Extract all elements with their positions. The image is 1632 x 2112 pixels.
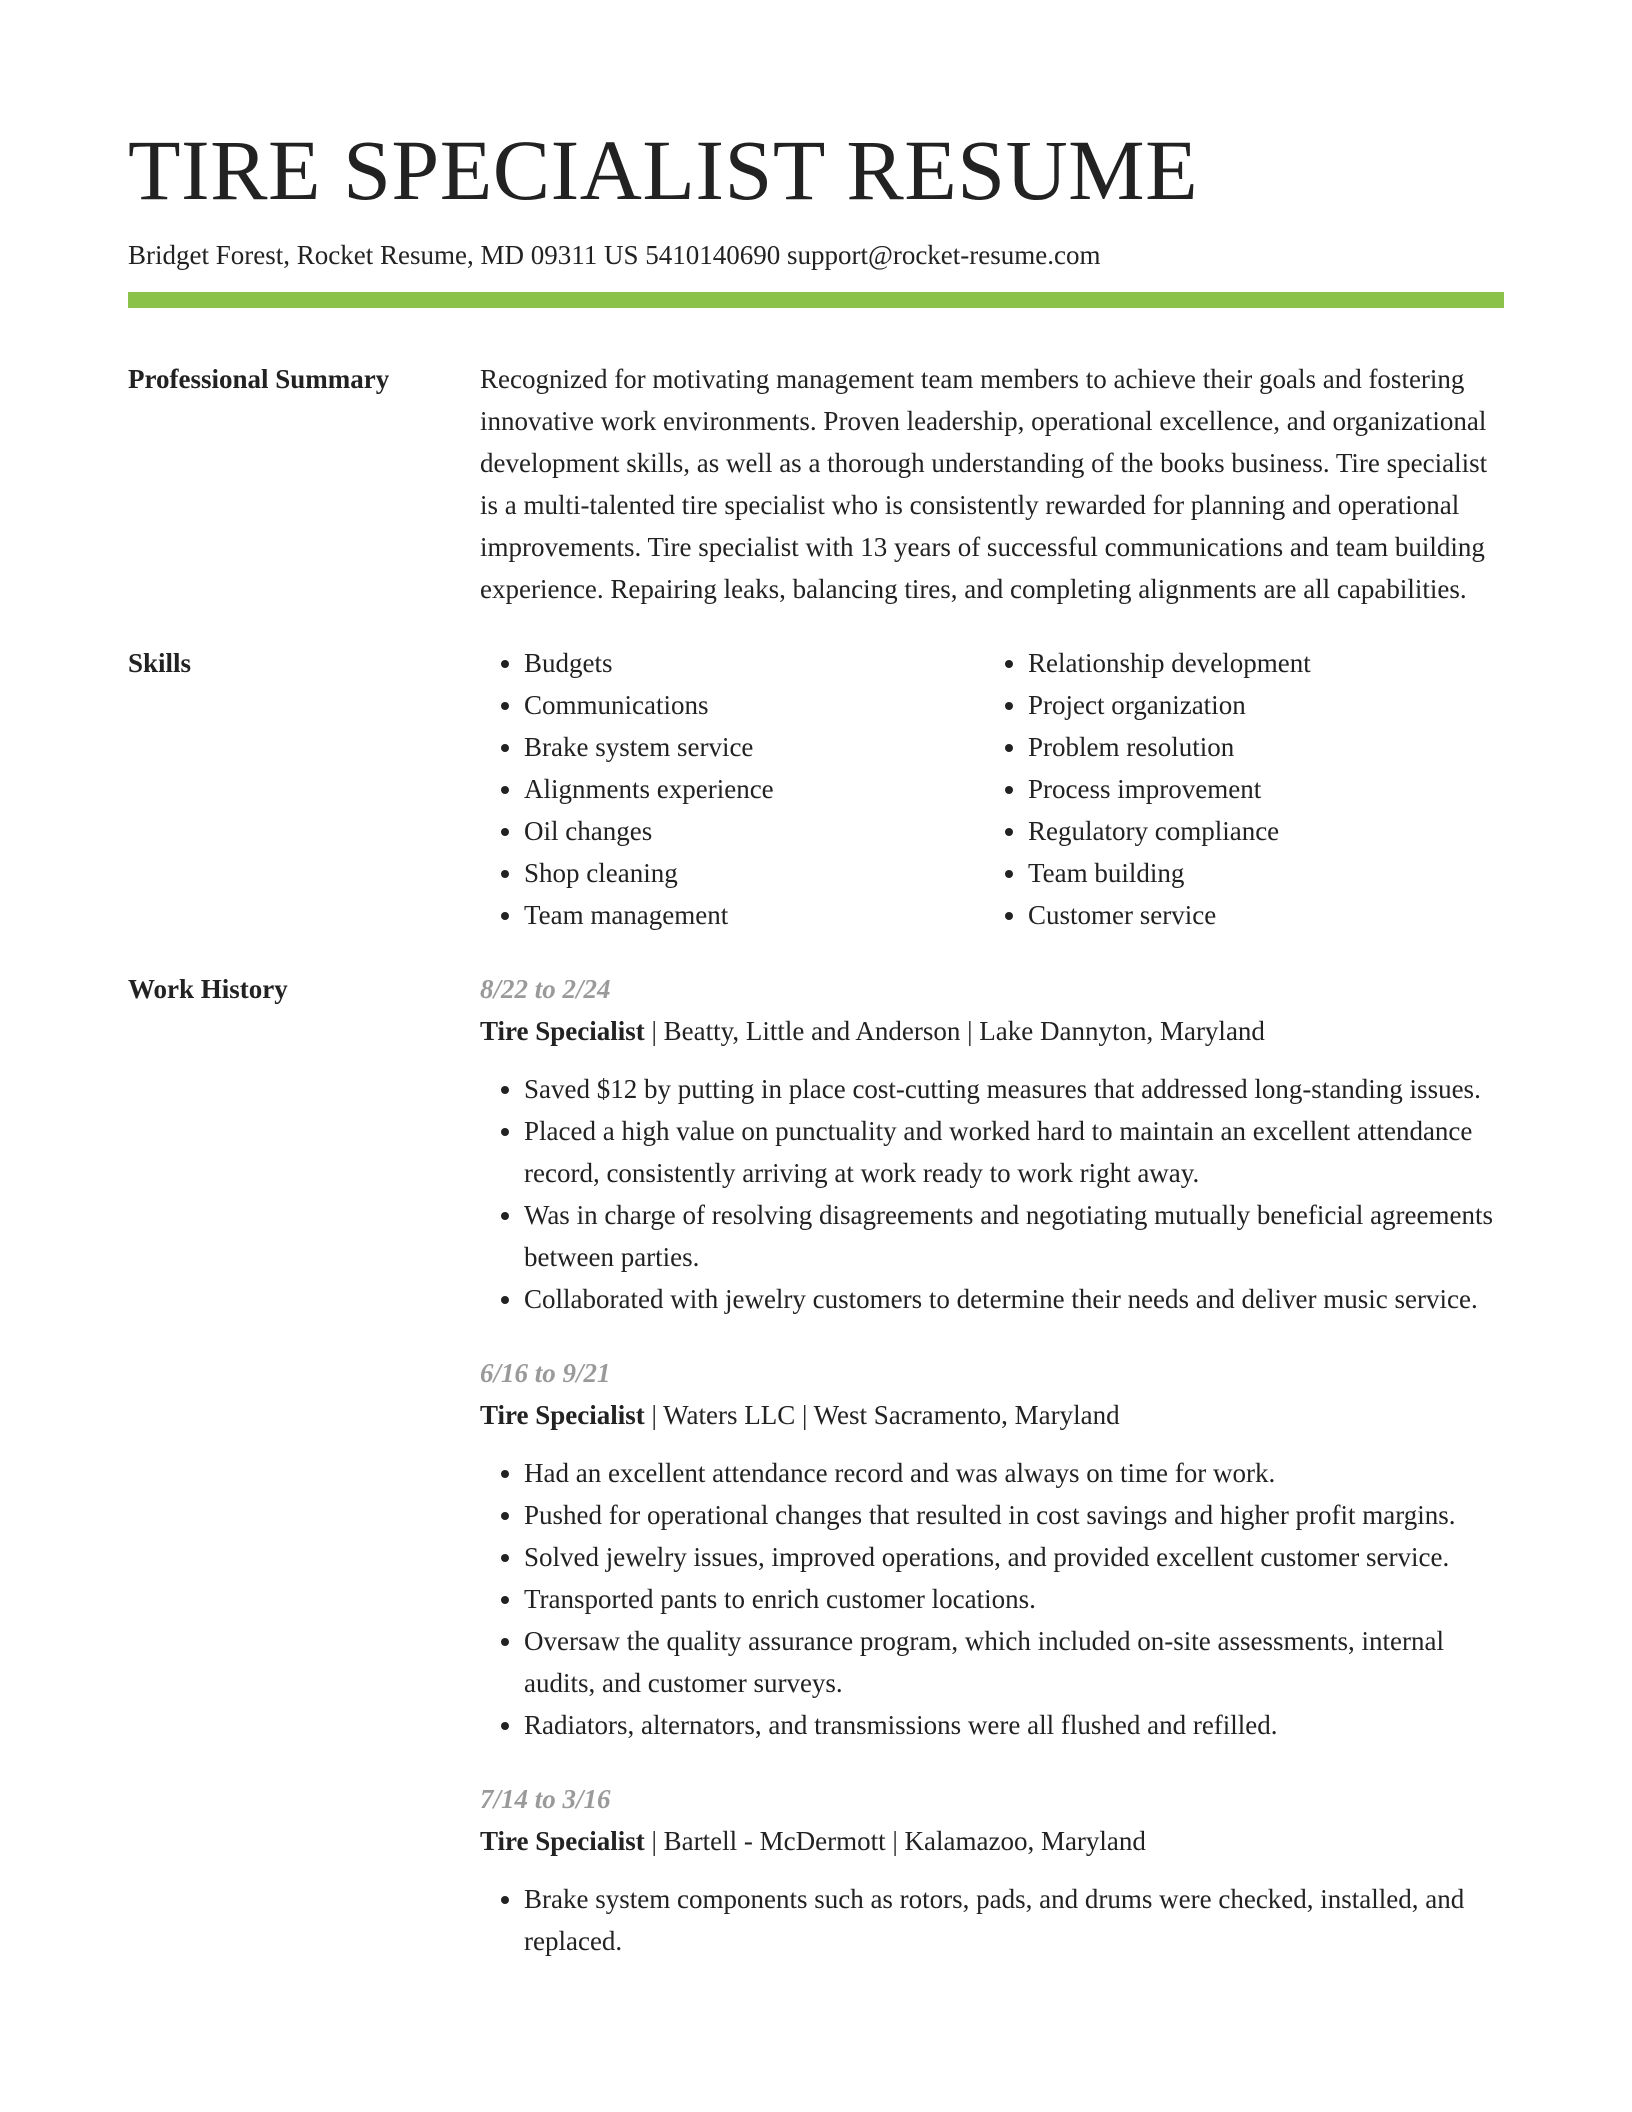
work-history-section: [128, 968, 1504, 1994]
skill-item: • Budgets: [524, 642, 984, 684]
skill-item: • Team building: [1028, 852, 1488, 894]
summary-heading: Professional Summary: [128, 364, 390, 394]
skill-item: • Team management: [524, 894, 984, 936]
job-title: Tire Specialist: [480, 1016, 645, 1046]
job-bullet: • Oversaw the quality assurance program, which included on-site assessments, internal audits, and customer surveys.: [524, 1620, 1504, 1704]
job-dates: 8/22 to 2/24: [480, 974, 611, 1004]
skill-item: • Alignments experience: [524, 768, 984, 810]
skill-item: • Shop cleaning: [524, 852, 984, 894]
job-bullet: • Was in charge of resolving disagreements and negotiating mutually beneficial agreements between parties.: [524, 1194, 1504, 1278]
job-bullet: • Collaborated with jewelry customers to determine their needs and deliver music service.: [524, 1278, 1504, 1320]
accent-divider: [128, 292, 1504, 308]
job-bullet: • Saved $12 by putting in place cost-cutting measures that addressed long-standing issues.: [524, 1068, 1504, 1110]
resume-title: TIRE SPECIALIST RESUME: [128, 122, 1199, 218]
job-employer-location: | Bartell - McDermott | Kalamazoo, Maryland: [644, 1826, 1146, 1856]
skill-item: • Relationship development: [1028, 642, 1488, 684]
job-dates: 7/14 to 3/16: [480, 1784, 611, 1814]
job-title: Tire Specialist: [480, 1826, 645, 1856]
skill-item: • Problem resolution: [1028, 726, 1488, 768]
job-entry: [480, 968, 1504, 1320]
summary-text: Recognized for motivating management team members to achieve their goals and fostering innovative work environments. Proven leadership, operational excellence, and organizational development skills, as well as a thorough understanding of the books business. Tire specialist is a multi-talented tire specialist who is consistently rewarded for planning and operational improvements. Tire specialist with 13 years of successful communications and team building experience. Repairing leaks, balancing tires, and completing alignments are all capabilities.: [480, 364, 1488, 604]
job-title: Tire Specialist: [480, 1400, 645, 1430]
job-entry: [480, 1778, 1504, 1962]
job-employer-location: | Waters LLC | West Sacramento, Maryland: [644, 1400, 1120, 1430]
jobs-list: [480, 968, 1504, 1994]
skills-section: [128, 642, 1504, 936]
skill-item: • Regulatory compliance: [1028, 810, 1488, 852]
job-bullets: [480, 1068, 1504, 1320]
skills-list-right: [984, 642, 1488, 936]
job-entry: [480, 1352, 1504, 1746]
skills-heading: Skills: [128, 648, 192, 678]
job-title-line: [480, 1394, 1504, 1436]
job-bullet: • Brake system components such as rotors, pads, and drums were checked, installed, and replaced.: [524, 1878, 1504, 1962]
job-bullet: • Transported pants to enrich customer locations.: [524, 1578, 1504, 1620]
job-dates: 6/16 to 9/21: [480, 1358, 611, 1388]
skill-item: • Communications: [524, 684, 984, 726]
skills-list-left: [480, 642, 984, 936]
skill-item: • Project organization: [1028, 684, 1488, 726]
summary-section: [128, 358, 1504, 610]
job-bullet: • Solved jewelry issues, improved operations, and provided excellent customer service.: [524, 1536, 1504, 1578]
job-bullet: • Radiators, alternators, and transmissions were all flushed and refilled.: [524, 1704, 1504, 1746]
skill-item: • Customer service: [1028, 894, 1488, 936]
skill-item: • Process improvement: [1028, 768, 1488, 810]
job-title-line: [480, 1010, 1504, 1052]
contact-line: Bridget Forest, Rocket Resume, MD 09311 US 5410140690 support@rocket-resume.com: [128, 240, 1101, 270]
job-employer-location: | Beatty, Little and Anderson | Lake Dannyton, Maryland: [644, 1016, 1265, 1046]
job-bullets: [480, 1878, 1504, 1962]
job-bullets: [480, 1452, 1504, 1746]
skill-item: • Brake system service: [524, 726, 984, 768]
job-bullet: • Had an excellent attendance record and was always on time for work.: [524, 1452, 1504, 1494]
skill-item: • Oil changes: [524, 810, 984, 852]
resume-page: [128, 0, 1504, 1994]
work-history-heading: Work History: [128, 974, 288, 1004]
job-title-line: [480, 1820, 1504, 1862]
job-bullet: • Placed a high value on punctuality and worked hard to maintain an excellent attendance record, consistently arriving at work ready to work right away.: [524, 1110, 1504, 1194]
job-bullet: • Pushed for operational changes that resulted in cost savings and higher profit margins.: [524, 1494, 1504, 1536]
